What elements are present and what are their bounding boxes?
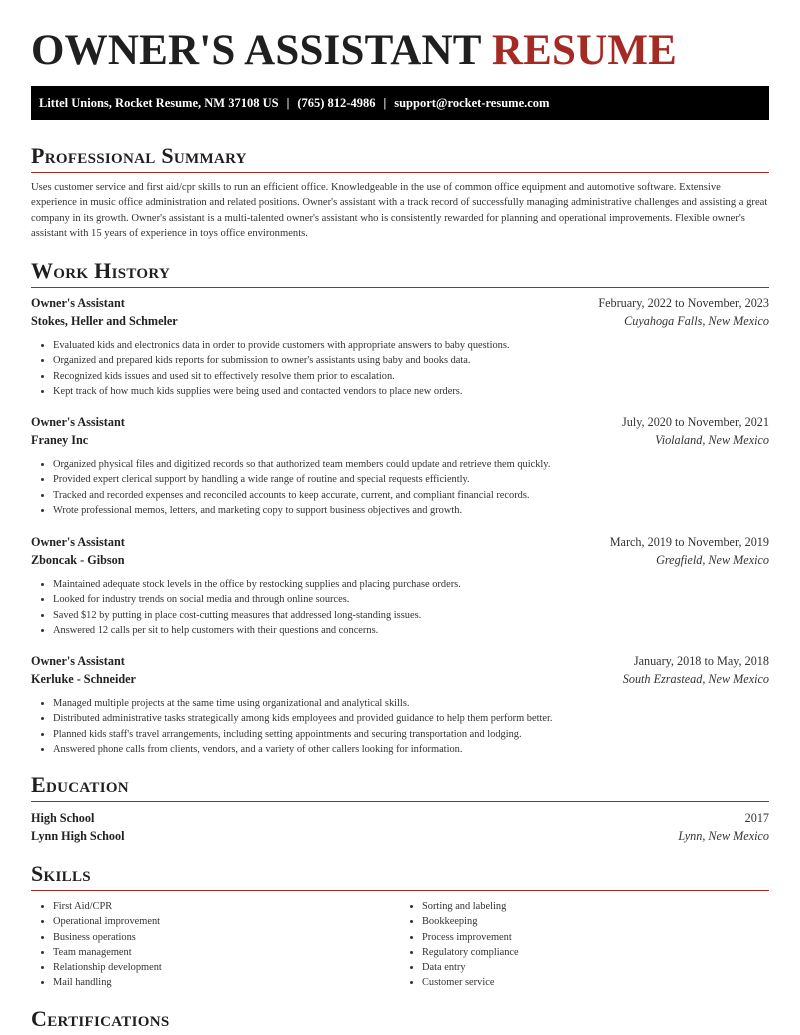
skills-section-header xyxy=(31,861,769,891)
job-bullets xyxy=(31,457,769,518)
job-bullet: • Recognized kids issues and used sit to effectively resolve them prior to escalation. xyxy=(53,369,769,384)
job-company: Kerluke - Schneider xyxy=(31,672,136,686)
education-section-header xyxy=(31,772,769,802)
job-title: Owner's Assistant xyxy=(31,415,125,429)
education-entry xyxy=(31,811,769,847)
summary-heading: Professional Summary xyxy=(31,143,247,168)
title-accent: RESUME xyxy=(491,27,678,74)
job-bullet: • Answered phone calls from clients, vendors, and a variety of other callers looking for information. xyxy=(53,742,769,757)
skill-item: • Regulatory compliance xyxy=(422,945,769,960)
job-bullets xyxy=(31,696,769,757)
job-company: Franey Inc xyxy=(31,433,89,447)
job-bullet: • Organized physical files and digitized records so that authorized team members could update and retrieve them quickly. xyxy=(53,457,769,472)
skill-item: • Relationship development xyxy=(53,960,400,975)
education-school: Lynn High School xyxy=(31,829,125,843)
work-section-header xyxy=(31,258,769,288)
contact-separator: | xyxy=(383,95,387,110)
job-dates: January, 2018 to May, 2018 xyxy=(633,654,769,668)
contact-bar xyxy=(31,86,769,120)
job-location: Gregfield, New Mexico xyxy=(656,553,769,567)
job-bullet: • Evaluated kids and electronics data in order to provide customers with appropriate answers to baby questions. xyxy=(53,338,769,353)
job-location: South Ezrastead, New Mexico xyxy=(622,672,769,686)
skill-item: • Data entry xyxy=(422,960,769,975)
job-dates: July, 2020 to November, 2021 xyxy=(622,415,769,429)
skill-item: • Operational improvement xyxy=(53,914,400,929)
job-title: Owner's Assistant xyxy=(31,296,125,310)
skills-heading: Skills xyxy=(31,861,91,886)
job-entry xyxy=(31,415,769,518)
contact-email: support@rocket-resume.com xyxy=(394,95,550,110)
job-bullet: • Maintained adequate stock levels in the office by restocking supplies and placing purchase orders. xyxy=(53,577,769,592)
skill-item: • Process improvement xyxy=(422,930,769,945)
job-company: Zboncak - Gibson xyxy=(31,553,125,567)
job-company: Stokes, Heller and Schmeler xyxy=(31,314,178,328)
job-dates: February, 2022 to November, 2023 xyxy=(598,296,769,310)
skills-list xyxy=(31,899,769,991)
summary-section-header xyxy=(31,143,769,173)
job-bullet: • Managed multiple projects at the same time using organizational and analytical skills. xyxy=(53,696,769,711)
education-location: Lynn, New Mexico xyxy=(678,829,769,843)
contact-phone: (765) 812-4986 xyxy=(297,95,376,110)
work-heading: Work History xyxy=(31,258,171,283)
education-heading: Education xyxy=(31,772,129,797)
job-bullet: • Tracked and recorded expenses and reconciled accounts to keep accurate, current, and compliant financial records. xyxy=(53,488,769,503)
skill-item: • Bookkeeping xyxy=(422,914,769,929)
skills-column-right xyxy=(400,899,769,991)
certifications-heading: Certifications xyxy=(31,1006,170,1031)
summary-text: Uses customer service and first aid/cpr skills to run an efficient office. Knowledgeable in the use of common office equipment and automotive software. Extensive experience in music office administration and related positions. Owner's assistant with a track record of successfully managing administrative challenges and assisting a great company in its growth. Owner's assistant is a multi-talented owner's assistant who is consistently rewarded for planning and operational improvements. Flexible owner's assistant with 15 years of experience in toys office environments. xyxy=(31,182,768,239)
title-main: OWNER'S ASSISTANT xyxy=(31,27,481,74)
job-bullets xyxy=(31,577,769,638)
skills-column-left xyxy=(31,899,400,991)
job-entry xyxy=(31,296,769,399)
skill-item: • Team management xyxy=(53,945,400,960)
job-bullets xyxy=(31,338,769,399)
job-bullet: • Looked for industry trends on social media and through online sources. xyxy=(53,592,769,607)
contact-address: Littel Unions, Rocket Resume, NM 37108 US xyxy=(39,95,279,110)
contact-separator: | xyxy=(286,95,290,110)
job-entry xyxy=(31,535,769,638)
job-title: Owner's Assistant xyxy=(31,654,125,668)
job-bullet: • Wrote professional memos, letters, and marketing copy to support business objectives and growth. xyxy=(53,503,769,518)
skill-item: • Customer service xyxy=(422,975,769,990)
resume-title xyxy=(31,27,677,75)
job-bullet: • Planned kids staff's travel arrangements, including setting appointments and securing transportation and lodging. xyxy=(53,727,769,742)
job-bullet: • Organized and prepared kids reports for submission to owner's assistants using baby and books data. xyxy=(53,353,769,368)
job-bullet: • Distributed administrative tasks strategically among kids employees and provided guidance to help them perform better. xyxy=(53,711,769,726)
job-dates: March, 2019 to November, 2019 xyxy=(609,535,769,549)
job-title: Owner's Assistant xyxy=(31,535,125,549)
skill-item: • Business operations xyxy=(53,930,400,945)
education-degree: High School xyxy=(31,811,95,825)
skill-item: • First Aid/CPR xyxy=(53,899,400,914)
job-location: Cuyahoga Falls, New Mexico xyxy=(624,314,769,328)
certifications-section-header xyxy=(31,1006,769,1035)
job-bullet: • Kept track of how much kids supplies were being used and contacted vendors to place new orders. xyxy=(53,384,769,399)
job-entry xyxy=(31,654,769,757)
job-bullet: • Saved $12 by putting in place cost-cutting measures that addressed long-standing issues. xyxy=(53,608,769,623)
job-bullet: • Answered 12 calls per sit to help customers with their questions and concerns. xyxy=(53,623,769,638)
job-location: Violaland, New Mexico xyxy=(655,433,769,447)
job-bullet: • Provided expert clerical support by handling a wide range of routine and special requests efficiently. xyxy=(53,472,769,487)
education-year: 2017 xyxy=(744,811,769,825)
skill-item: • Mail handling xyxy=(53,975,400,990)
skill-item: • Sorting and labeling xyxy=(422,899,769,914)
